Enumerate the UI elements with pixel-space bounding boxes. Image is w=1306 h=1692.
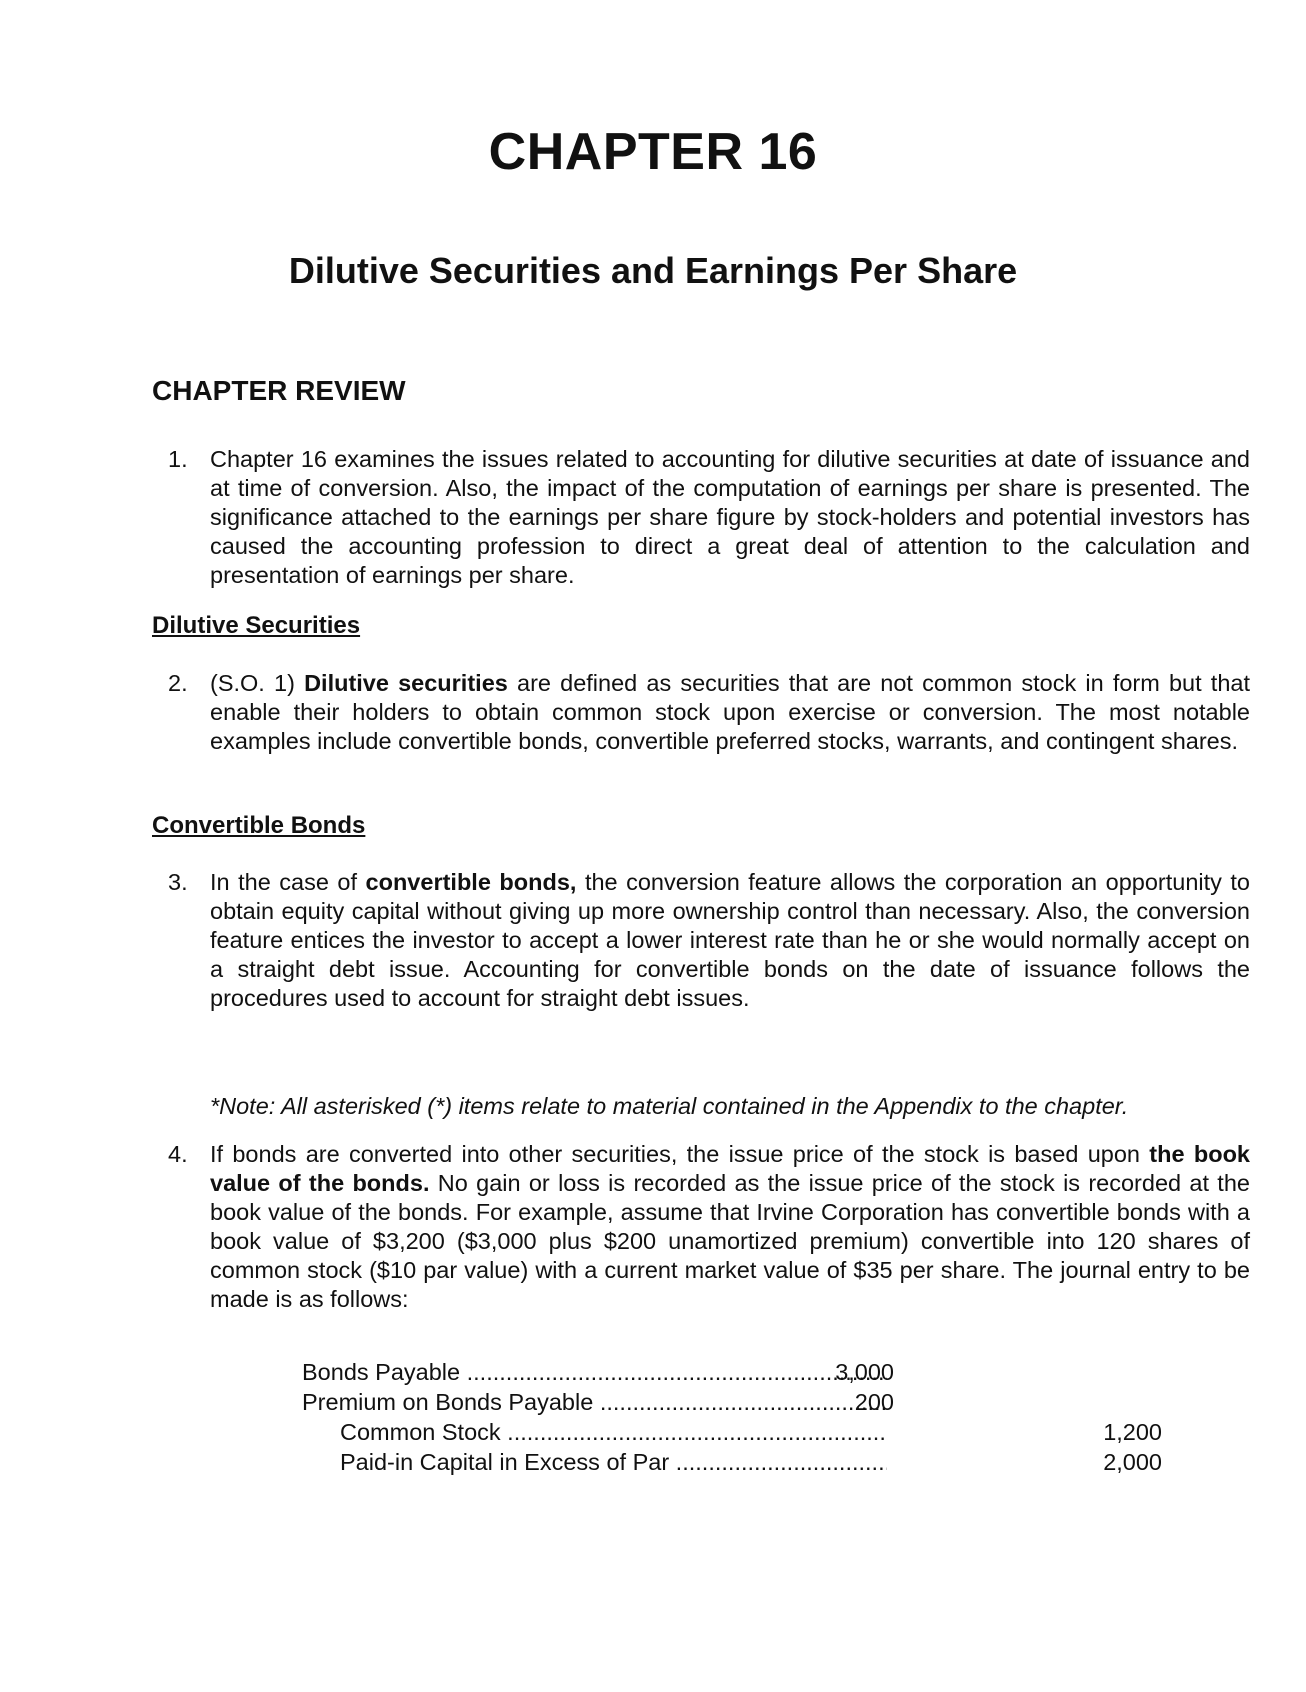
item-text [210,669,1250,756]
journal-entry [302,1357,1162,1477]
chapter-review-heading: CHAPTER REVIEW [152,375,406,406]
dilutive-securities-heading: Dilutive Securities [152,612,361,639]
journal-account: Paid-in Capital in Excess of Par ..... [340,1447,887,1477]
journal-credit: 2,000 [1103,1449,1162,1475]
journal-debit: 200 [854,1389,894,1415]
journal-account: Common Stock ..... [340,1417,887,1447]
item-prefix: If bonds are converted into other securities, the issue price of the stock is based upon [210,1141,1150,1167]
item-number: 3. [168,869,188,895]
item-bold-term: Dilutive securities [304,670,508,696]
item-prefix: In the case of [210,869,366,895]
journal-credit: 1,200 [1103,1419,1162,1445]
journal-row [302,1447,1162,1477]
appendix-note: *Note: All asterisked (*) items relate to material contained in the Appendix to the chapter. [210,1093,1129,1119]
chapter-subtitle: Dilutive Securities and Earnings Per Share [288,250,1018,291]
item-text [210,1140,1250,1314]
journal-debit: 3,000 [835,1359,894,1385]
chapter-title: CHAPTER 16 [488,123,818,181]
review-item-1 [168,445,1250,590]
item-body: the conversion feature allows the corporation an opportunity to obtain equity capital without giving up more ownership control than necessary. Also, the conversion feature entices the investor to accept a lower interest rate than he or she would normally accept on a straight debt issue. Accounting for convertible bonds on the date of issuance follows the procedures used to account for straight debt issues. [210,869,1251,1011]
review-item-3 [168,868,1250,1013]
item-number: 4. [168,1141,188,1167]
item-body: are defined as securities that are not common stock in form but that enable their holders to obtain common stock upon exercise or conversion. The most notable examples include convertible bonds, convertible preferred stocks, warrants, and contingent shares. [210,670,1251,754]
journal-row [302,1417,1162,1447]
convertible-bonds-heading: Convertible Bonds [152,812,366,839]
journal-account: Premium on Bonds Payable ..... [302,1387,887,1417]
review-item-2 [168,669,1250,756]
journal-row [302,1387,1162,1417]
item-bold-term: convertible bonds, [365,869,577,895]
item-text [210,868,1250,1013]
item-text: Chapter 16 examines the issues related to accounting for dilutive securities at date of issuance and at time of conversion. Also, the impact of the computation of earnings per share is presented. The significance attached to the earnings per share figure by stock-holders and potential investors has caused the accounting profession to direct a great deal of attention to the calculation and presentation of earnings per share. [210,446,1250,588]
review-item-4 [168,1140,1250,1314]
item-body: No gain or loss is recorded as the issue price of the stock is recorded at the book value of the bonds. For example, assume that Irvine Corporation has convertible bonds with a book value of $3,200 ($3,000 plus $200 unamortized premium) convertible into 120 shares of common stock ($10 par value) with a current market value of $35 per share. The journal entry to be made is as follows: [210,1170,1250,1312]
item-number: 1. [168,446,188,472]
item-bold-term: the book value of the bonds. [210,1141,1250,1196]
journal-account: Bonds Payable ..... [302,1357,887,1387]
journal-row [302,1357,1162,1387]
item-number: 2. [168,670,188,696]
item-prefix: (S.O. 1) [210,670,305,696]
